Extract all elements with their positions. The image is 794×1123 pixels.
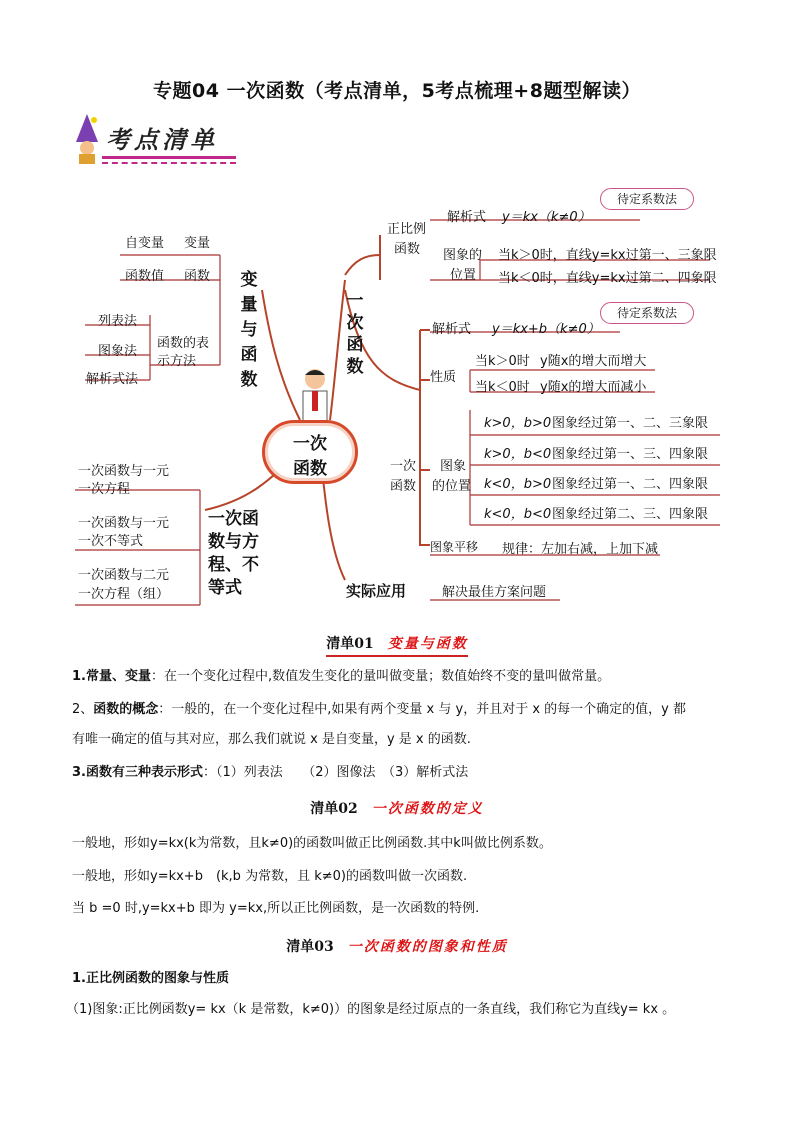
lin-row-2-desc: 图象经过第一、三、四象限 <box>552 447 709 462</box>
lin-prop2-b: y随x的增大而减小 <box>540 380 647 395</box>
lin-row-4-desc: 图象经过第二、三、四象限 <box>552 507 709 522</box>
lt-methods-label-2: 示方法 <box>157 354 197 369</box>
lin-prop2-a: 当k＜0时 <box>475 380 530 395</box>
prop-pos-1: 当k＞0时，直线y=kx过第一、三象限 <box>498 248 717 263</box>
lt-item-a2: 函数值 <box>125 269 165 284</box>
mind-map <box>0 180 794 610</box>
prop-pos-label-2: 位置 <box>450 268 477 283</box>
lin-row-3-desc: 图象经过第一、二、四象限 <box>552 477 709 492</box>
prop-badge: 待定系数法 <box>600 188 694 210</box>
lt-item-b2: 函数 <box>184 269 211 284</box>
lin-prop-label: 性质 <box>430 370 457 385</box>
banner-text: 考点清单 <box>106 125 218 154</box>
lb-item-3a: 一次函数与二元 <box>78 568 170 583</box>
center-line-1: 一次 <box>293 434 327 454</box>
lin-row-2-cond: k>0，b<0 <box>484 447 552 462</box>
prop-pos-label-1: 图象的 <box>443 248 483 263</box>
prop-label-2: 函数 <box>394 242 421 257</box>
lt-methods-label-1: 函数的表 <box>157 336 210 351</box>
lin-label-2: 函数 <box>390 479 417 494</box>
s3-p2: （1)图象:正比例函数y= kx（k 是常数，k≠0)）的图象是经过原点的一条直线，我们称它为直线y= kx 。 <box>66 1002 676 1017</box>
banner <box>72 110 242 164</box>
lt-method-1: 列表法 <box>98 314 138 329</box>
wizard-icon <box>72 112 102 164</box>
lin-expr: y＝kx+b（k≠0） <box>492 322 600 337</box>
apply-label: 实际应用 <box>346 582 407 600</box>
lin-shift-label: 图象平移 <box>430 540 479 554</box>
lt-method-2: 图象法 <box>98 344 138 359</box>
prop-expr: y＝kx（k≠0） <box>502 210 591 225</box>
section-2-title: 一次函数的定义 <box>371 801 484 817</box>
lin-shift-rule: 规律：左加右减，上加下减 <box>502 542 659 557</box>
lin-row-1-desc: 图象经过第一、二、三象限 <box>552 416 709 431</box>
lin-row-1-cond: k>0，b>0 <box>484 416 552 431</box>
section-2-label: 清单02 <box>310 801 358 817</box>
s2-p3: 当 b =0 时,y=kx+b 即为 y=kx,所以正比例函数，是一次函数的特例. <box>72 901 480 916</box>
r-branch: 一 次 函 数 <box>346 291 364 377</box>
section-3-label: 清单03 <box>286 939 334 955</box>
banner-underline <box>102 156 236 159</box>
section-3-title: 一次函数的图象和性质 <box>347 939 508 955</box>
apply-item: 解决最佳方案问题 <box>442 585 547 600</box>
lin-prop1-b: y随x的增大而增大 <box>540 354 647 369</box>
lin-img-label-1: 图象 <box>440 459 467 474</box>
s1-p2: 2、函数的概念：一般的，在一个变化过程中,如果有两个变量 x 与 y，并且对于 x 的每一个确定的值，y 都 <box>72 702 686 717</box>
section-2-heading <box>0 798 794 818</box>
s1-p1: 1.常量、变量：在一个变化过程中,数值发生变化的量叫做变量；数值始终不变的量叫做常量。 <box>72 669 611 684</box>
lt-item-b1: 变量 <box>184 236 211 251</box>
lin-img-label-2: 的位置 <box>432 479 472 494</box>
prop-expr-label: 解析式 <box>447 210 487 225</box>
s1-p4: 3.函数有三种表示形式：（1）列表法 （2）图像法 （3）解析式法 <box>72 765 469 780</box>
section-1-title: 变量与函数 <box>387 636 468 652</box>
lin-prop1-a: 当k＞0时 <box>475 354 530 369</box>
lb-item-2b: 一次不等式 <box>78 534 144 549</box>
prop-label-1: 正比例 <box>387 222 427 237</box>
lb-item-1b: 一次方程 <box>78 482 131 497</box>
lin-expr-label: 解析式 <box>432 322 472 337</box>
lb-item-2a: 一次函数与一元 <box>78 516 170 531</box>
lin-row-3-cond: k<0，b>0 <box>484 477 552 492</box>
section-3-heading <box>0 936 794 956</box>
lt-item-a1: 自变量 <box>125 236 165 251</box>
section-1-heading <box>0 633 794 653</box>
section-1-label: 清单01 <box>326 636 374 652</box>
s3-p1: 1.正比例函数的图象与性质 <box>72 971 229 986</box>
banner-dots <box>102 162 236 166</box>
s2-p1: 一般地，形如y=kx(k为常数，且k≠0)的函数叫做正比例函数.其中k叫做比例系数。 <box>72 836 552 851</box>
lt-method-3: 解析式法 <box>86 372 139 387</box>
center-node <box>262 420 358 484</box>
prop-pos-2: 当k＜0时，直线y=kx过第二、四象限 <box>498 271 717 286</box>
lin-badge: 待定系数法 <box>600 302 694 324</box>
lt-branch: 变 量 与 函 数 <box>240 270 258 390</box>
center-line-2: 函数 <box>293 459 327 479</box>
lb-item-3b: 一次方程（组） <box>78 587 170 602</box>
lin-row-4-cond: k<0，b<0 <box>484 507 552 522</box>
lb-item-1a: 一次函数与一元 <box>78 464 170 479</box>
page-title: 专题04 一次函数（考点清单，5考点梳理+8题型解读） <box>153 80 641 102</box>
lin-label-1: 一次 <box>390 459 417 474</box>
lb-branch: 一次函 数与方 程、不 等式 <box>208 509 259 598</box>
s2-p2: 一般地，形如y=kx+b (k,b 为常数，且 k≠0)的函数叫做一次函数. <box>72 869 468 884</box>
s1-p3: 有唯一确定的值与其对应，那么我们就说 x 是自变量，y 是 x 的函数. <box>72 732 471 747</box>
